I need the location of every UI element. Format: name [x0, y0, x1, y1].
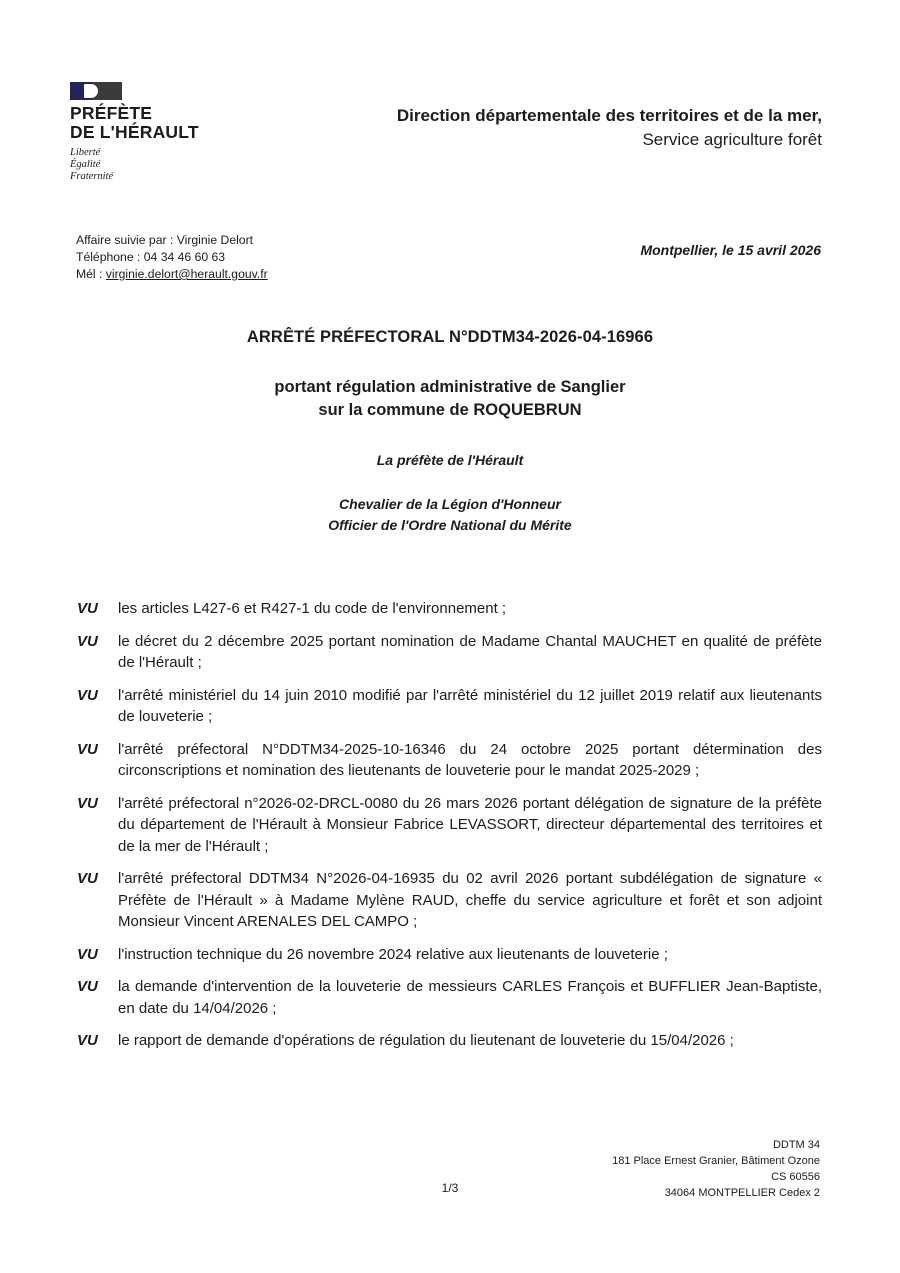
vu-label: VU [77, 740, 98, 758]
contact-email-link[interactable]: virginie.delort@herault.gouv.fr [105, 267, 268, 281]
vu-list [77, 598, 822, 1063]
vu-label: VU [77, 600, 98, 617]
republic-motto [70, 147, 199, 183]
vu-text: l'arrêté ministériel du 14 juin 2010 modifié par l'arrêté ministériel du 12 juillet 2019 relatif aux lieutenants de louveterie ; [118, 686, 822, 725]
vu-text: l'instruction technique du 26 novembre 2024 relative aux lieutenants de louveterie ; [118, 945, 668, 963]
service-name: Service agriculture forêt [642, 130, 822, 149]
document-subject [0, 376, 900, 422]
vu-text: l'arrêté préfectoral DDTM34 N°2026-04-16935 du 02 avril 2026 portant subdélégation de signature « Préfète de l'Hérault » à Madame Mylène RAUD, cheffe du service agriculture et forêt et son adjoint Monsieur Vincent ARENALES DEL CAMPO ; [118, 870, 822, 930]
address-line: 34064 MONTPELLIER Cedex 2 [664, 1187, 820, 1199]
page-number: 1/3 [441, 1181, 459, 1195]
vu-item [77, 793, 822, 858]
vu-label: VU [77, 945, 98, 963]
honors [0, 494, 900, 536]
vu-item [77, 739, 822, 782]
contact-block [76, 232, 268, 283]
address-line: DDTM 34 [772, 1139, 820, 1151]
vu-item [77, 685, 822, 728]
contact-affaire: Affaire suivie par : Virginie Delort [76, 233, 254, 247]
motto-egalite: Égalité [70, 159, 101, 170]
marianne-flag-icon [70, 82, 122, 100]
logo-line-2: DE L'HÉRAULT [70, 122, 199, 142]
vu-label: VU [77, 794, 98, 812]
prefecture-logo [70, 82, 199, 183]
contact-telephone: Téléphone : 04 34 46 60 63 [76, 250, 226, 264]
vu-text: l'arrêté préfectoral n°2026-02-DRCL-0080 du 26 mars 2026 portant délégation de signature de la préfète du département de l'Hérault à Monsieur Fabrice LEVASSORT, directeur départemental des territoires et de la mer de l'Hérault ; [118, 794, 822, 855]
prefete-title: La préfète de l'Hérault [376, 452, 524, 468]
honor-line-2: Officier de l'Ordre National du Mérite [328, 517, 572, 533]
vu-text: l'arrêté préfectoral N°DDTM34-2025-10-16346 du 24 octobre 2025 portant détermination des circonscriptions et nomination des lieutenants de louveterie pour le mandat 2025-2029 ; [118, 740, 822, 779]
vu-text: le décret du 2 décembre 2025 portant nomination de Madame Chantal MAUCHET en qualité de préfète de l'Hérault ; [118, 632, 822, 671]
vu-item [77, 944, 822, 966]
motto-liberte: Liberté [70, 147, 101, 158]
document-date: Montpellier, le 15 avril 2026 [640, 242, 821, 258]
vu-text: les articles L427-6 et R427-1 du code de l'environnement ; [118, 600, 507, 617]
vu-label: VU [77, 632, 98, 650]
honor-line-1: Chevalier de la Légion d'Honneur [339, 496, 561, 512]
vu-label: VU [77, 1032, 98, 1049]
subject-line-1: portant régulation administrative de Sanglier [274, 378, 626, 396]
contact-email-label: Mél : [76, 267, 106, 281]
vu-item [77, 868, 822, 933]
logo-line-1: PRÉFÈTE [70, 103, 153, 123]
vu-item [77, 631, 822, 674]
vu-text: la demande d'intervention de la louveterie de messieurs CARLES François et BUFFLIER Jean-Baptiste, en date du 14/04/2026 ; [118, 978, 822, 1017]
vu-item [77, 1030, 822, 1052]
service-heading [397, 104, 822, 152]
vu-text: le rapport de demande d'opérations de régulation du lieutenant de louveterie du 15/04/2026 ; [118, 1032, 734, 1049]
address-line: CS 60556 [771, 1171, 820, 1183]
contact-email-line [76, 266, 268, 283]
vu-label: VU [77, 686, 98, 704]
motto-fraternite: Fraternité [70, 171, 114, 182]
subject-line-2: sur la commune de ROQUEBRUN [318, 401, 582, 419]
document-title: ARRÊTÉ PRÉFECTORAL N°DDTM34-2026-04-16966 [246, 328, 654, 346]
service-direction: Direction départementale des territoires et de la mer, [396, 106, 822, 125]
address-line: 181 Place Ernest Granier, Bâtiment Ozone [612, 1155, 820, 1167]
vu-label: VU [77, 978, 98, 995]
vu-item [77, 598, 822, 620]
vu-item [77, 976, 822, 1019]
vu-label: VU [77, 870, 98, 887]
